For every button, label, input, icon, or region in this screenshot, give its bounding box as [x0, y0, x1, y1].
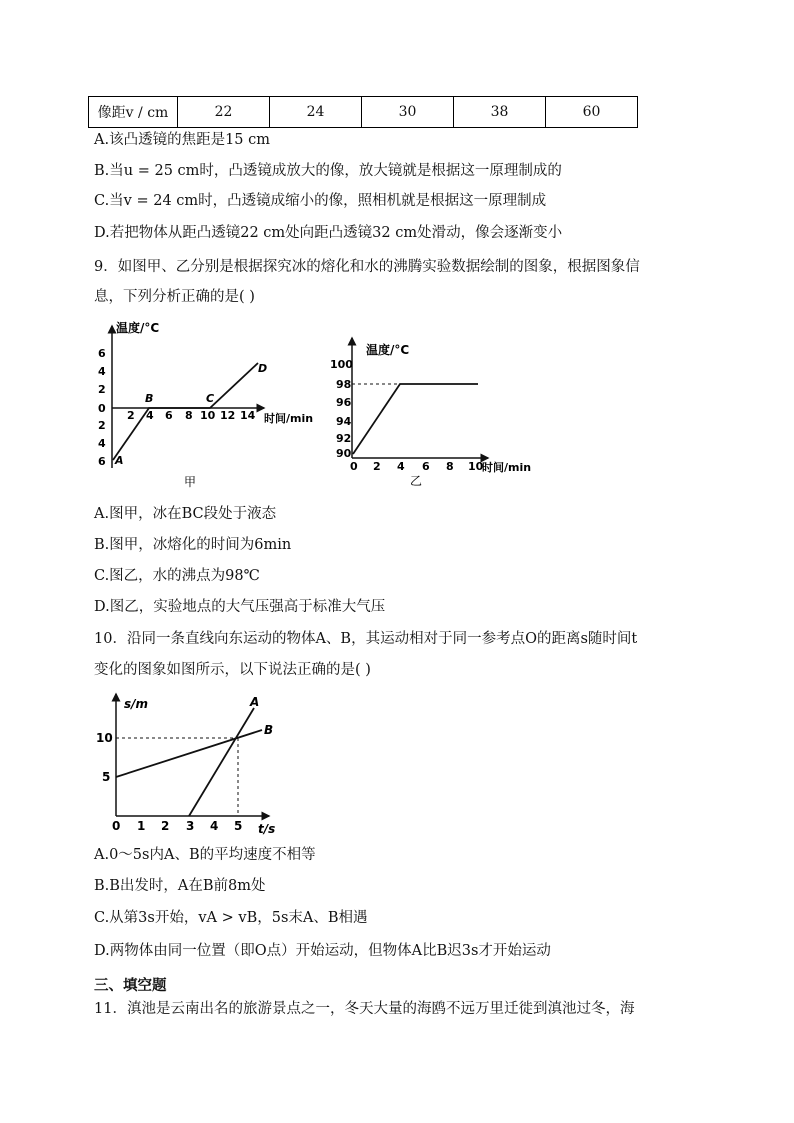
q9-stem-continued: 息，下列分析正确的是( ): [94, 289, 255, 305]
table-cell: 38: [454, 97, 546, 128]
x-tick-label: 0: [350, 460, 358, 473]
q8-option-d: D.若把物体从距凸透镜22 cm处向距凸透镜32 cm处滑动，像会逐渐变小: [94, 225, 563, 241]
table-row: [89, 97, 638, 128]
y-tick-label: 100: [330, 358, 353, 371]
graph-distance-time: [94, 688, 294, 836]
y-tick-label: 98: [336, 378, 352, 391]
y-axis-label: 温度/°C: [116, 321, 160, 335]
x-tick-label: 12: [220, 409, 236, 422]
point-label-b: B: [145, 392, 154, 405]
q10-stem-continued: 变化的图象如图所示，以下说法正确的是( ): [94, 662, 371, 678]
x-tick-label: 10: [200, 409, 216, 422]
x-tick-label: 2: [373, 460, 381, 473]
point-label-d: D: [258, 362, 268, 375]
y-tick-label: 92: [336, 432, 352, 445]
graph-ice-melting: [94, 318, 324, 493]
y-tick-label: 6: [98, 347, 106, 360]
x-axis-label: 时间/min: [482, 461, 532, 474]
y-tick-label: 10: [96, 731, 113, 745]
y-tick-label: 96: [336, 396, 352, 409]
graph-caption: 甲: [184, 475, 197, 489]
q10-stem: 10．沿同一条直线向东运动的物体A、B，其运动相对于同一参考点O的距离s随时间t: [94, 631, 638, 647]
table-row-label: 像距v / cm: [89, 97, 178, 128]
q9-option-a: A.图甲，冰在BC段处于液态: [94, 506, 277, 522]
q10-option-d: D.两物体由同一位置（即O点）开始运动，但物体A比B迟3s才开始运动: [94, 943, 551, 959]
point-label-a: A: [115, 454, 124, 467]
q9-option-b: B.图甲，冰熔化的时间为6min: [94, 537, 292, 553]
point-label-c: C: [206, 392, 215, 405]
x-tick-label: 10: [468, 460, 484, 473]
y-axis-label: 温度/°C: [366, 343, 410, 357]
line-b: [116, 730, 262, 777]
line-label-b: B: [264, 723, 274, 737]
x-tick-label: 8: [446, 460, 454, 473]
x-tick-label: 14: [240, 409, 256, 422]
x-tick-label: 5: [234, 819, 243, 833]
table-cell: 60: [546, 97, 638, 128]
q10-option-b: B.B出发时，A在B前8m处: [94, 878, 266, 894]
image-distance-table: [88, 96, 638, 128]
line-label-a: A: [250, 695, 260, 709]
x-tick-label: 8: [185, 409, 193, 422]
y-tick-label: 94: [336, 415, 352, 428]
x-tick-label: 2: [127, 409, 135, 422]
boiling-curve: [353, 384, 478, 454]
y-tick-label: 5: [102, 770, 111, 784]
table-cell: 22: [178, 97, 270, 128]
y-axis-label: s/m: [124, 697, 149, 711]
q9-option-c: C.图乙，水的沸点为98℃: [94, 568, 260, 584]
table-cell: 30: [362, 97, 454, 128]
table-cell: 24: [270, 97, 362, 128]
q9-option-d: D.图乙，实验地点的大气压强高于标准大气压: [94, 599, 386, 615]
x-tick-label: 4: [397, 460, 405, 473]
x-tick-label: 0: [112, 819, 121, 833]
graph-caption: 乙: [410, 474, 423, 488]
y-tick-label: 0: [98, 402, 106, 415]
x-tick-label: 4: [210, 819, 219, 833]
y-tick-label: 2: [98, 419, 106, 432]
line-a: [189, 708, 254, 816]
q10-option-a: A.0～5s内A、B的平均速度不相等: [94, 847, 316, 863]
q8-option-b: B.当u = 25 cm时，凸透镜成放大的像，放大镜就是根据这一原理制成的: [94, 163, 562, 179]
section-title: 三、填空题: [94, 978, 167, 994]
q11-stem: 11．滇池是云南出名的旅游景点之一，冬天大量的海鸥不远万里迁徙到滇池过冬，海: [94, 1001, 635, 1017]
x-tick-label: 3: [186, 819, 195, 833]
q8-option-a: A.该凸透镜的焦距是15 cm: [94, 132, 271, 148]
graph-water-boiling: [330, 330, 540, 490]
x-axis-label: 时间/min: [264, 412, 314, 425]
y-tick-label: 6: [98, 455, 106, 468]
y-tick-label: 4: [98, 365, 106, 378]
q8-option-c: C.当v = 24 cm时，凸透镜成缩小的像，照相机就是根据这一原理制成: [94, 193, 547, 209]
q9-stem: 9．如图甲、乙分别是根据探究冰的熔化和水的沸腾实验数据绘制的图象，根据图象信: [94, 259, 640, 275]
x-tick-label: 2: [161, 819, 170, 833]
y-tick-label: 2: [98, 383, 106, 396]
y-tick-label: 4: [98, 437, 106, 450]
x-tick-label: 6: [422, 460, 430, 473]
x-axis-label: t/s: [258, 822, 276, 836]
x-tick-label: 6: [165, 409, 173, 422]
x-tick-label: 4: [146, 409, 154, 422]
x-tick-label: 1: [137, 819, 146, 833]
q10-option-c: C.从第3s开始，vA > vB，5s末A、B相遇: [94, 910, 368, 926]
y-tick-label: 90: [336, 447, 352, 460]
